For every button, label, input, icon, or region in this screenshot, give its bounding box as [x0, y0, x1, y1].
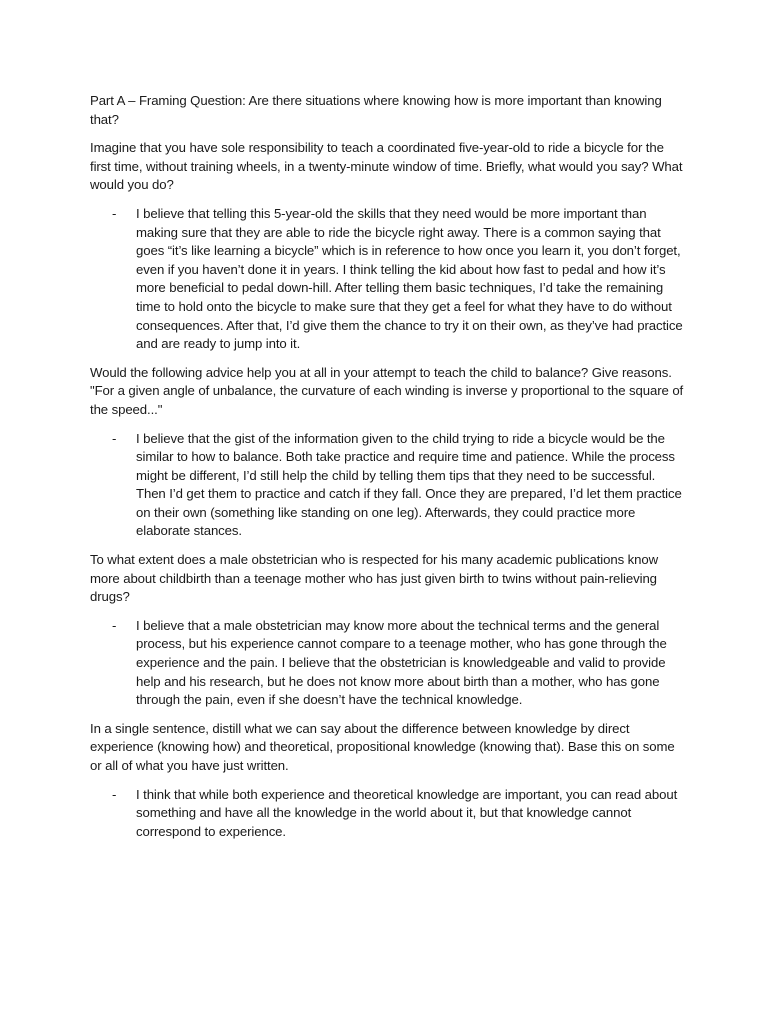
question-4-prompt: In a single sentence, distill what we can say about the difference between knowledge by direct experience (knowing how) and theoretical, propositional knowledge (knowing that). Base this on some or all of what you have just written.	[90, 720, 675, 773]
bullet-dash: -	[112, 617, 117, 633]
question-2-answer-item	[90, 430, 686, 542]
question-4-answer: I think that while both experience and theoretical knowledge are important, you can read about something and have all the knowledge in the world about it, but that knowledge cannot correspond to experience.	[136, 786, 678, 839]
question-1-prompt: Imagine that you have sole responsibility to teach a coordinated five-year-old to ride a bicycle for the first time, without training wheels, in a twenty-minute window of time. Briefly, what would you say? What would you do?	[90, 140, 683, 193]
question-1-answer-item	[90, 205, 686, 354]
part-a-heading: Part A – Framing Question: Are there situations where knowing how is more important than knowing that?	[90, 93, 662, 127]
bullet-dash: -	[112, 205, 117, 221]
bullet-dash: -	[112, 430, 117, 446]
question-3-prompt: To what extent does a male obstetrician who is respected for his many academic publications know more about childbirth than a teenage mother who has just given birth to twins without pain-relieving drugs?	[90, 552, 659, 605]
question-2-answer: I believe that the gist of the information given to the child trying to ride a bicycle would be the similar to how to balance. Both take practice and require time and patience. While the process might be different, I’d still help the child by telling them tips that they need to be successful. Then I’d get them to practice and catch if they fall. Once they are prepared, I’d let them practice on their own (something like standing on one leg). Afterwards, they could practice more elaborate stances.	[136, 430, 682, 539]
question-2-prompt: Would the following advice help you at all in your attempt to teach the child to balance? Give reasons. "For a given angle of unbalance, the curvature of each winding is inverse y proportional to the square of the speed..."	[90, 364, 684, 417]
question-4-answer-item	[90, 786, 686, 842]
question-3-answer: I believe that a male obstetrician may know more about the technical terms and the general process, but his experience cannot compare to a teenage mother, who has gone through the experience and the pain. I believe that the obstetrician is knowledgeable and valid to provide help and his research, but he does not know more about birth than a mother, who has gone through the pain, even if she doesn’t have the technical knowledge.	[136, 617, 667, 708]
bullet-dash: -	[112, 786, 117, 802]
question-1-answer: I believe that telling this 5-year-old the skills that they need would be more important than making sure that they are able to ride the bicycle right away. There is a common saying that goes “it’s like learning a bicycle” which is in reference to how once you learn it, you don’t forget, even if you haven’t done it in years. I think telling the kid about how fast to pedal and how it’s more beneficial to pedal down-hill. After telling them basic techniques, I’d take the remaining time to hold onto the bicycle to make sure that they get a feel for what they have to do without consequences. After that, I’d give them the chance to try it on their own, as they’ve had practice and are ready to jump into it.	[136, 205, 683, 352]
document-page	[90, 92, 686, 851]
question-3-answer-item	[90, 617, 686, 710]
